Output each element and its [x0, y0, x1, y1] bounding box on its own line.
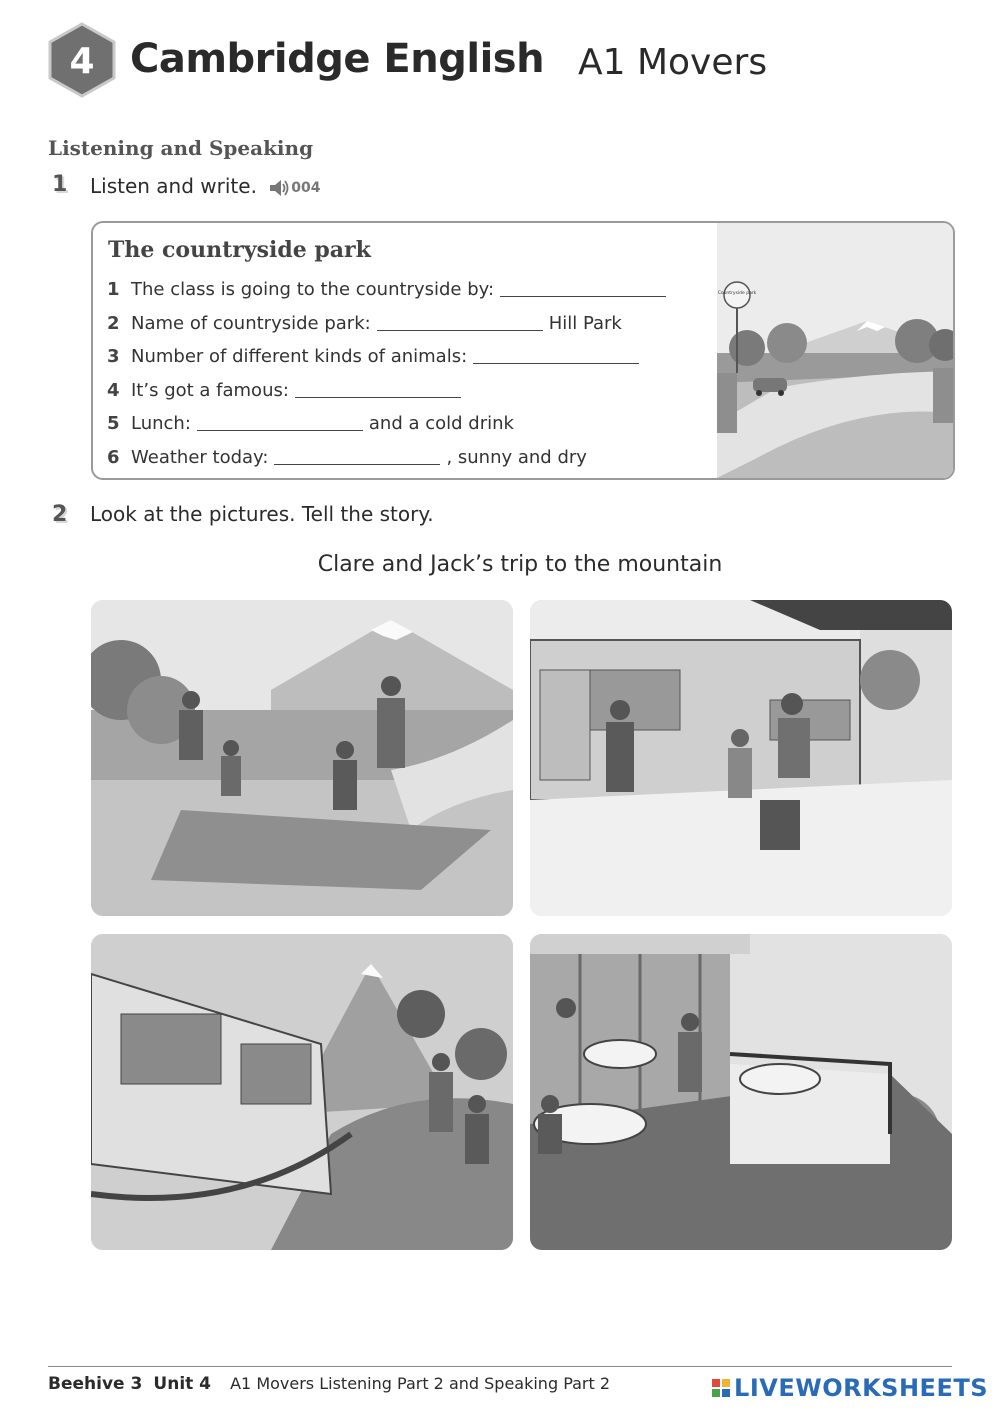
question-suffix: and a cold drink [368, 413, 514, 435]
question-text: Number of different kinds of animals: [131, 346, 468, 368]
question-suffix: Hill Park [548, 312, 622, 334]
question-number: 4 [107, 379, 120, 401]
countryside-park-illustration [717, 223, 953, 478]
answer-blank[interactable] [197, 416, 363, 431]
question-number: 3 [107, 346, 120, 368]
story-picture-3 [91, 934, 513, 1250]
question-suffix: , sunny and dry [446, 446, 587, 468]
question-item [107, 407, 672, 441]
park-sign-text: Countryside park [717, 291, 757, 296]
footer-unit: Unit 4 [153, 1374, 212, 1394]
exercise-2-instruction: Look at the pictures. Tell the story. [90, 502, 434, 526]
liveworksheets-logo[interactable] [712, 1374, 988, 1402]
footer-description: A1 Movers Listening Part 2 and Speaking Part 2 [230, 1374, 611, 1393]
footer-book: Beehive 3 [48, 1374, 143, 1394]
box-title: The countryside park [108, 237, 371, 263]
question-item [107, 273, 672, 307]
question-item [107, 307, 672, 341]
exercise-1-number: 1 [52, 172, 68, 197]
unit-number: 4 [69, 41, 95, 82]
question-text: It’s got a famous: [131, 379, 289, 401]
level-title: A1 Movers [578, 42, 768, 83]
question-item [107, 441, 672, 475]
answer-blank[interactable] [274, 450, 440, 465]
answer-blank[interactable] [473, 349, 639, 364]
story-picture-1 [91, 600, 513, 916]
footer-divider [48, 1366, 952, 1367]
question-text: Lunch: [131, 413, 191, 435]
question-item [107, 374, 672, 408]
question-number: 6 [107, 446, 120, 468]
answer-blank[interactable] [295, 383, 461, 398]
audio-track[interactable] [269, 179, 320, 197]
question-text: Weather today: [131, 446, 269, 468]
liveworksheets-brand: LIVEWORKSHEETS [734, 1374, 988, 1402]
liveworksheets-icon [712, 1379, 730, 1397]
exercise-2-number: 2 [52, 502, 68, 527]
section-heading: Listening and Speaking [48, 136, 314, 160]
question-text: Name of countryside park: [131, 312, 371, 334]
audio-track-number: 004 [291, 179, 321, 196]
question-list [107, 273, 672, 474]
answer-blank[interactable] [500, 282, 666, 297]
story-title: Clare and Jack’s trip to the mountain [317, 552, 723, 577]
question-item [107, 340, 672, 374]
footer [48, 1374, 610, 1394]
speaker-icon [269, 179, 291, 197]
question-number: 2 [107, 312, 120, 334]
question-number: 5 [107, 413, 120, 435]
question-text: The class is going to the countryside by: [131, 279, 495, 301]
exercise-1-box [91, 221, 955, 480]
exercise-1-instruction-text: Listen and write. [90, 174, 257, 198]
exercise-1-instruction [90, 174, 321, 198]
question-number: 1 [107, 279, 120, 301]
unit-number-badge [46, 22, 118, 98]
answer-blank[interactable] [377, 316, 543, 331]
page-title: Cambridge English [130, 36, 545, 82]
story-picture-4 [530, 934, 952, 1250]
story-picture-2 [530, 600, 952, 916]
